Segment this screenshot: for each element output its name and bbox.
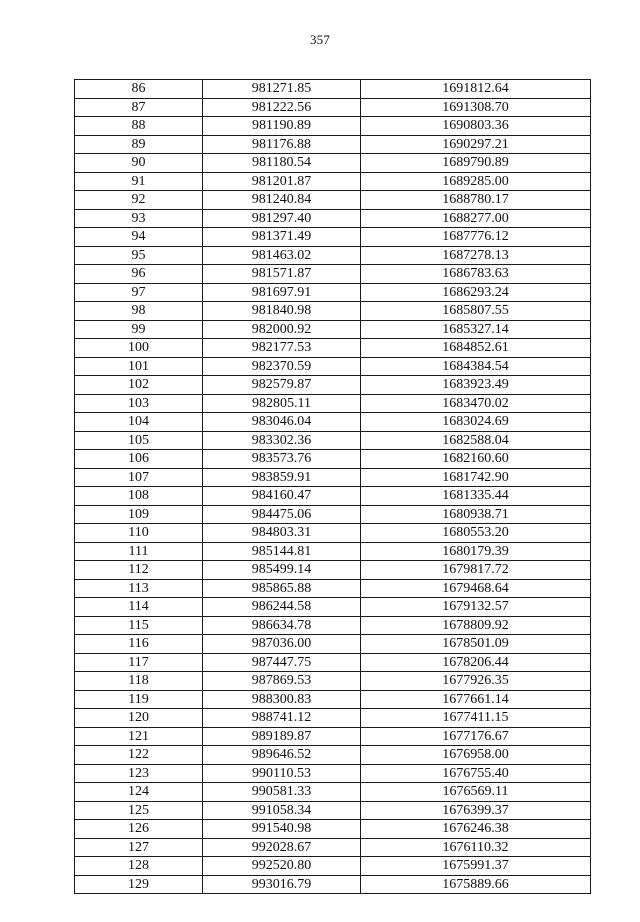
y-coordinate-cell: 1686783.63 (361, 265, 591, 284)
table-row (75, 635, 591, 654)
y-coordinate-cell: 1678809.92 (361, 616, 591, 635)
table-row (75, 579, 591, 598)
x-coordinate-cell: 981271.85 (203, 80, 361, 99)
y-coordinate-cell: 1676569.11 (361, 783, 591, 802)
point-number-cell: 90 (75, 154, 203, 173)
y-coordinate-cell: 1688277.00 (361, 209, 591, 228)
table-row (75, 339, 591, 358)
table-row (75, 875, 591, 894)
point-number-cell: 89 (75, 135, 203, 154)
y-coordinate-cell: 1687776.12 (361, 228, 591, 247)
y-coordinate-cell: 1676958.00 (361, 746, 591, 765)
table-row (75, 357, 591, 376)
point-number-cell: 96 (75, 265, 203, 284)
x-coordinate-cell: 991058.34 (203, 801, 361, 820)
y-coordinate-cell: 1677661.14 (361, 690, 591, 709)
table-row (75, 265, 591, 284)
point-number-cell: 92 (75, 191, 203, 210)
table-row (75, 801, 591, 820)
page-number: 357 (309, 32, 331, 47)
x-coordinate-cell: 985499.14 (203, 561, 361, 580)
table-row (75, 283, 591, 302)
table-row (75, 783, 591, 802)
table-row (75, 746, 591, 765)
y-coordinate-cell: 1676399.37 (361, 801, 591, 820)
point-number-cell: 95 (75, 246, 203, 265)
x-coordinate-cell: 982177.53 (203, 339, 361, 358)
x-coordinate-cell: 981190.89 (203, 117, 361, 136)
point-number-cell: 105 (75, 431, 203, 450)
x-coordinate-cell: 990581.33 (203, 783, 361, 802)
point-number-cell: 102 (75, 376, 203, 395)
y-coordinate-cell: 1689285.00 (361, 172, 591, 191)
table-row (75, 154, 591, 173)
table-row (75, 542, 591, 561)
x-coordinate-cell: 981840.98 (203, 302, 361, 321)
y-coordinate-cell: 1682588.04 (361, 431, 591, 450)
point-number-cell: 106 (75, 450, 203, 469)
point-number-cell: 126 (75, 820, 203, 839)
point-number-cell: 129 (75, 875, 203, 894)
y-coordinate-cell: 1689790.89 (361, 154, 591, 173)
point-number-cell: 108 (75, 487, 203, 506)
point-number-cell: 125 (75, 801, 203, 820)
y-coordinate-cell: 1676755.40 (361, 764, 591, 783)
point-number-cell: 113 (75, 579, 203, 598)
x-coordinate-cell: 989646.52 (203, 746, 361, 765)
coordinate-table (74, 79, 591, 894)
point-number-cell: 97 (75, 283, 203, 302)
point-number-cell: 104 (75, 413, 203, 432)
x-coordinate-cell: 983302.36 (203, 431, 361, 450)
y-coordinate-cell: 1684852.61 (361, 339, 591, 358)
x-coordinate-cell: 988741.12 (203, 709, 361, 728)
y-coordinate-cell: 1678206.44 (361, 653, 591, 672)
x-coordinate-cell: 986634.78 (203, 616, 361, 635)
table-row (75, 672, 591, 691)
point-number-cell: 128 (75, 857, 203, 876)
point-number-cell: 88 (75, 117, 203, 136)
y-coordinate-cell: 1687278.13 (361, 246, 591, 265)
table-row (75, 320, 591, 339)
table-row (75, 505, 591, 524)
table-row (75, 524, 591, 543)
x-coordinate-cell: 981697.91 (203, 283, 361, 302)
x-coordinate-cell: 982805.11 (203, 394, 361, 413)
table-row (75, 172, 591, 191)
table-row (75, 376, 591, 395)
x-coordinate-cell: 984160.47 (203, 487, 361, 506)
y-coordinate-cell: 1691308.70 (361, 98, 591, 117)
x-coordinate-cell: 981222.56 (203, 98, 361, 117)
x-coordinate-cell: 981180.54 (203, 154, 361, 173)
table-row (75, 80, 591, 99)
point-number-cell: 100 (75, 339, 203, 358)
y-coordinate-cell: 1684384.54 (361, 357, 591, 376)
table-row (75, 561, 591, 580)
y-coordinate-cell: 1685807.55 (361, 302, 591, 321)
table-row (75, 616, 591, 635)
y-coordinate-cell: 1677411.15 (361, 709, 591, 728)
point-number-cell: 110 (75, 524, 203, 543)
point-number-cell: 116 (75, 635, 203, 654)
x-coordinate-cell: 985144.81 (203, 542, 361, 561)
point-number-cell: 127 (75, 838, 203, 857)
coordinate-table-body (75, 80, 591, 894)
x-coordinate-cell: 987869.53 (203, 672, 361, 691)
point-number-cell: 87 (75, 98, 203, 117)
table-row (75, 431, 591, 450)
table-row (75, 98, 591, 117)
table-row (75, 302, 591, 321)
x-coordinate-cell: 987036.00 (203, 635, 361, 654)
y-coordinate-cell: 1683923.49 (361, 376, 591, 395)
table-row (75, 727, 591, 746)
y-coordinate-cell: 1679817.72 (361, 561, 591, 580)
y-coordinate-cell: 1690297.21 (361, 135, 591, 154)
point-number-cell: 115 (75, 616, 203, 635)
y-coordinate-cell: 1679468.64 (361, 579, 591, 598)
y-coordinate-cell: 1690803.36 (361, 117, 591, 136)
table-row (75, 709, 591, 728)
point-number-cell: 107 (75, 468, 203, 487)
x-coordinate-cell: 990110.53 (203, 764, 361, 783)
point-number-cell: 91 (75, 172, 203, 191)
y-coordinate-cell: 1681742.90 (361, 468, 591, 487)
y-coordinate-cell: 1683470.02 (361, 394, 591, 413)
point-number-cell: 101 (75, 357, 203, 376)
x-coordinate-cell: 983859.91 (203, 468, 361, 487)
y-coordinate-cell: 1680179.39 (361, 542, 591, 561)
y-coordinate-cell: 1691812.64 (361, 80, 591, 99)
table-row (75, 117, 591, 136)
y-coordinate-cell: 1682160.60 (361, 450, 591, 469)
table-row (75, 487, 591, 506)
table-row (75, 468, 591, 487)
x-coordinate-cell: 988300.83 (203, 690, 361, 709)
table-row (75, 820, 591, 839)
y-coordinate-cell: 1681335.44 (361, 487, 591, 506)
x-coordinate-cell: 981201.87 (203, 172, 361, 191)
y-coordinate-cell: 1683024.69 (361, 413, 591, 432)
table-row (75, 838, 591, 857)
x-coordinate-cell: 993016.79 (203, 875, 361, 894)
y-coordinate-cell: 1675991.37 (361, 857, 591, 876)
point-number-cell: 103 (75, 394, 203, 413)
x-coordinate-cell: 992520.80 (203, 857, 361, 876)
x-coordinate-cell: 982579.87 (203, 376, 361, 395)
point-number-cell: 99 (75, 320, 203, 339)
x-coordinate-cell: 984803.31 (203, 524, 361, 543)
point-number-cell: 114 (75, 598, 203, 617)
x-coordinate-cell: 987447.75 (203, 653, 361, 672)
x-coordinate-cell: 986244.58 (203, 598, 361, 617)
y-coordinate-cell: 1686293.24 (361, 283, 591, 302)
x-coordinate-cell: 984475.06 (203, 505, 361, 524)
point-number-cell: 111 (75, 542, 203, 561)
point-number-cell: 124 (75, 783, 203, 802)
y-coordinate-cell: 1688780.17 (361, 191, 591, 210)
y-coordinate-cell: 1679132.57 (361, 598, 591, 617)
point-number-cell: 118 (75, 672, 203, 691)
y-coordinate-cell: 1676246.38 (361, 820, 591, 839)
point-number-cell: 117 (75, 653, 203, 672)
table-row (75, 209, 591, 228)
y-coordinate-cell: 1678501.09 (361, 635, 591, 654)
point-number-cell: 120 (75, 709, 203, 728)
point-number-cell: 119 (75, 690, 203, 709)
table-row (75, 191, 591, 210)
x-coordinate-cell: 991540.98 (203, 820, 361, 839)
point-number-cell: 123 (75, 764, 203, 783)
table-row (75, 598, 591, 617)
x-coordinate-cell: 992028.67 (203, 838, 361, 857)
table-row (75, 135, 591, 154)
x-coordinate-cell: 981297.40 (203, 209, 361, 228)
table-row (75, 246, 591, 265)
x-coordinate-cell: 985865.88 (203, 579, 361, 598)
x-coordinate-cell: 981571.87 (203, 265, 361, 284)
point-number-cell: 121 (75, 727, 203, 746)
point-number-cell: 94 (75, 228, 203, 247)
y-coordinate-cell: 1677176.67 (361, 727, 591, 746)
point-number-cell: 109 (75, 505, 203, 524)
x-coordinate-cell: 981463.02 (203, 246, 361, 265)
table-row (75, 413, 591, 432)
x-coordinate-cell: 982370.59 (203, 357, 361, 376)
point-number-cell: 122 (75, 746, 203, 765)
point-number-cell: 98 (75, 302, 203, 321)
table-row (75, 764, 591, 783)
point-number-cell: 112 (75, 561, 203, 580)
x-coordinate-cell: 982000.92 (203, 320, 361, 339)
point-number-cell: 93 (75, 209, 203, 228)
y-coordinate-cell: 1680553.20 (361, 524, 591, 543)
x-coordinate-cell: 983046.04 (203, 413, 361, 432)
y-coordinate-cell: 1676110.32 (361, 838, 591, 857)
y-coordinate-cell: 1675889.66 (361, 875, 591, 894)
table-row (75, 690, 591, 709)
table-row (75, 394, 591, 413)
y-coordinate-cell: 1685327.14 (361, 320, 591, 339)
x-coordinate-cell: 981240.84 (203, 191, 361, 210)
x-coordinate-cell: 981371.49 (203, 228, 361, 247)
x-coordinate-cell: 983573.76 (203, 450, 361, 469)
x-coordinate-cell: 981176.88 (203, 135, 361, 154)
table-row (75, 857, 591, 876)
table-row (75, 450, 591, 469)
point-number-cell: 86 (75, 80, 203, 99)
y-coordinate-cell: 1680938.71 (361, 505, 591, 524)
table-row (75, 653, 591, 672)
x-coordinate-cell: 989189.87 (203, 727, 361, 746)
table-row (75, 228, 591, 247)
y-coordinate-cell: 1677926.35 (361, 672, 591, 691)
